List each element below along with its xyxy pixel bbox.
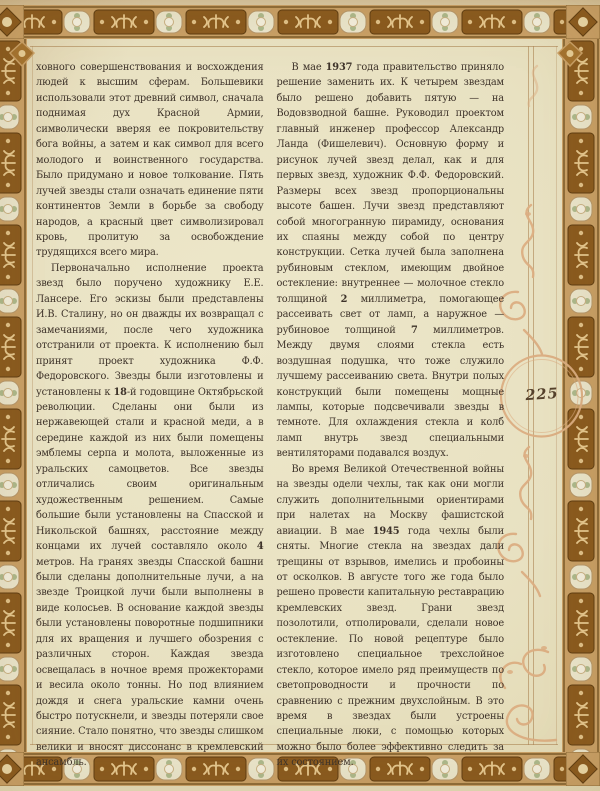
corner-ornament-icon	[0, 752, 24, 786]
floral-frieze-top-icon	[0, 5, 600, 39]
corner-ornament-icon	[0, 5, 24, 39]
paragraph-continuation: ховного совершенствования и восхождения людей к высшим сферам. Большевики использовали этот древний символ, сначала поднимая дух Красной Армии, символически вверяя ее покровительству бога войны, а затем и как символ для всего молодого и воинственного государства. Было придумано и новое толкование. Пять лучей звезды стали означать единение пяти континентов Земли в борьбе за свободу народов, а красный цвет символизировал кровь, пролитую за освобождение трудящихся всего мира.	[36, 62, 264, 259]
text-column-right	[277, 60, 505, 771]
inner-frame-line	[30, 46, 558, 47]
page-number: 225	[524, 384, 560, 405]
floral-frieze-left-icon	[0, 39, 27, 752]
text-column-left	[36, 60, 264, 771]
inner-frame-line	[32, 46, 33, 745]
paragraph: Первоначально исполнение проекта звезд было поручено художнику Е.Е. Лансере. Его эскизы были представлены И.В. Сталину, но он дважды их возвращал с замечаниями, после чего художника отстранили от проекта. К исполнению был принят проект художника Ф.Ф. Федоровского. Звезды были изготовлены и установлены к 18-й годовщине Октябрьской революции. Сделаны они были из нержавеющей стали и красной меди, а в середине каждой из них были помещены эмблемы серпа и молота, выложенные из уральских самоцветов. Все звезды отличались своим оригинальным художественным решением. Самые большие были установлены на Спасской и Никольской башнях, расстояние между концами их лучей составляло около 4 метров. На гранях звезды Спасской башни были сделаны дополнительные лучи, а на звезде Троицкой лучи были выполнены в виде колосьев. В основание каждой звезды были установлены поворотные подшипники для их вращения и лучшего обозрения с различных сторон. Каждая звезда освещалась в ночное время прожекторами и весила около тонны. Но под влиянием дождя и снега уральские камни очень быстро потускнели, и звезды потеряли свое сияние. Стало понятно, что звезды слишком велики и вносят диссонанс в кремлевский ансамбль.	[36, 262, 264, 769]
scroll-flourish-icon	[488, 56, 600, 760]
paragraph: Во время Великой Отечественной войны на звезды одели чехлы, так как они могли служить дополнительными ориентирами при налетах на Москву фашистской авиации. В мае 1945 года чехлы были сняты. Многие стекла на звездах дали трещины от взрывов, имелись и пробоины от осколков. В августе того же года было решено провести капитальную реставрацию кремлевских звезд. Грани звезд позолотили, отполировали, сделали новое остекление. По новой рецептуре было изготовлено специальное трехслойное стекло, которое имело ряд преимуществ по светопроводности и прочности по сравнению с прежним двухслойным. В это время в звездах были устроены специальные люки, с помощью которых можно было более эффективно следить за их состоянием.	[276, 463, 504, 769]
text-block	[36, 60, 504, 771]
paragraph: В мае 1937 года правительство приняло решение заменить их. К четырем звездам было решено добавить пятую — на Водовзводной башне. Руководил проектом главный инженер профессор Александр Ланда (Фишелевич). Основную форму и рисунок лучей звезд делал, как и для первых звезд, художник Ф.Ф. Федоровский. Размеры всех звезд пропорциональны высоте башен. Лучи звезд представляют собой многогранную пирамиду, основания их спаяны между собой по центру конструкции. Сетка лучей была заполнена рубиновым стеклом, имеющим двойное остекление: внутреннее — молочное стекло толщиной 2 миллиметра, помогающее рассеивать свет от ламп, а наружное — рубиновое толщиной 7 миллиметров. Между двумя слоями стекла есть воздушная подушка, что тоже служило лучшему рассеиванию света. Внутри полых конструкций были помещены мощные лампы, которые подсвечивали звезды в темноте. Для охлаждения стекла и колб ламп внутрь звезд специальными вентиляторами подавался воздух.	[276, 62, 504, 460]
corner-ornament-icon	[566, 5, 600, 39]
